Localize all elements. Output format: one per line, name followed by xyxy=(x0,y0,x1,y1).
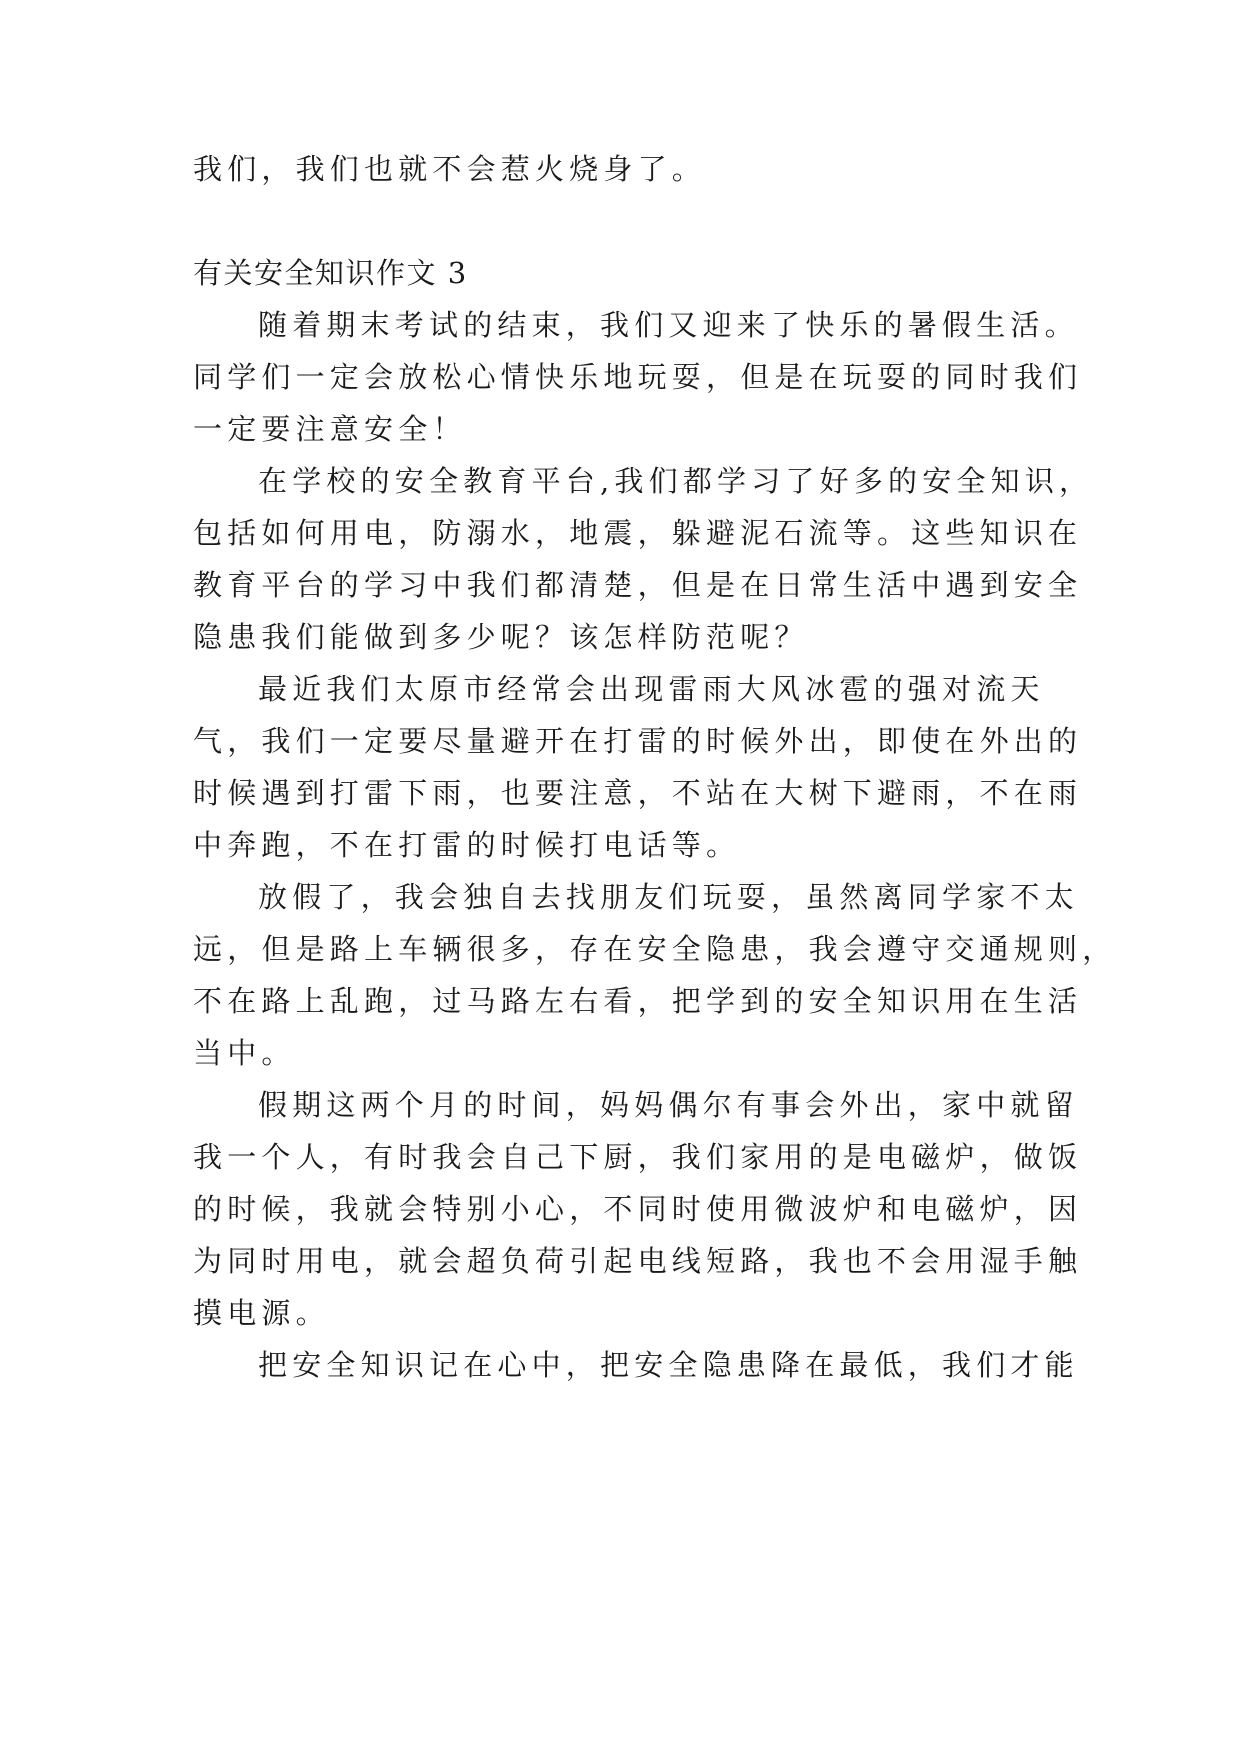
text-line: 我们，我们也就不会惹火烧身了。 xyxy=(193,152,707,186)
paragraph-line: 为同时用电，就会超负荷引起电线短路，我也不会用湿手触 xyxy=(193,1244,1083,1278)
paragraph-line: 的时候，我就会特别小心，不同时使用微波炉和电磁炉，因 xyxy=(193,1192,1083,1226)
paragraph-line: 放假了，我会独自去找朋友们玩耍，虽然离同学家不太 xyxy=(258,880,1079,914)
paragraph-line: 中奔跑，不在打雷的时候打电话等。 xyxy=(193,828,741,862)
paragraph-line: 不在路上乱跑，过马路左右看，把学到的安全知识用在生活 xyxy=(193,984,1083,1018)
paragraph-line: 随着期末考试的结束，我们又迎来了快乐的暑假生活。 xyxy=(258,308,1079,342)
paragraph-line: 一定要注意安全！ xyxy=(193,412,467,446)
paragraph-line: 在学校的安全教育平台,我们都学习了好多的安全知识， xyxy=(258,464,1094,498)
paragraph-line: 隐患我们能做到多少呢？该怎样防范呢？ xyxy=(193,620,809,654)
paragraph-line: 当中。 xyxy=(193,1036,296,1070)
paragraph-line: 摸电源。 xyxy=(193,1296,330,1330)
paragraph-line: 把安全知识记在心中，把安全隐患降在最低，我们才能 xyxy=(258,1348,1079,1382)
paragraph-line: 时候遇到打雷下雨，也要注意，不站在大树下避雨，不在雨 xyxy=(193,776,1083,810)
paragraph-line: 最近我们太原市经常会出现雷雨大风冰雹的强对流天 xyxy=(258,672,1045,706)
paragraph-line: 包括如何用电，防溺水，地震，躲避泥石流等。这些知识在 xyxy=(193,516,1083,550)
paragraph-line: 气，我们一定要尽量避开在打雷的时候外出，即使在外出的 xyxy=(193,724,1083,758)
paragraph-line: 教育平台的学习中我们都清楚，但是在日常生活中遇到安全 xyxy=(193,568,1083,602)
paragraph-line: 我一个人，有时我会自己下厨，我们家用的是电磁炉，做饭 xyxy=(193,1140,1083,1174)
paragraph-line: 假期这两个月的时间，妈妈偶尔有事会外出，家中就留 xyxy=(258,1088,1079,1122)
paragraph-line: 远，但是路上车辆很多，存在安全隐患，我会遵守交通规则， xyxy=(193,932,1117,966)
section-title: 有关安全知识作文 3 xyxy=(193,256,468,290)
paragraph-line: 同学们一定会放松心情快乐地玩耍，但是在玩耍的同时我们 xyxy=(193,360,1083,394)
